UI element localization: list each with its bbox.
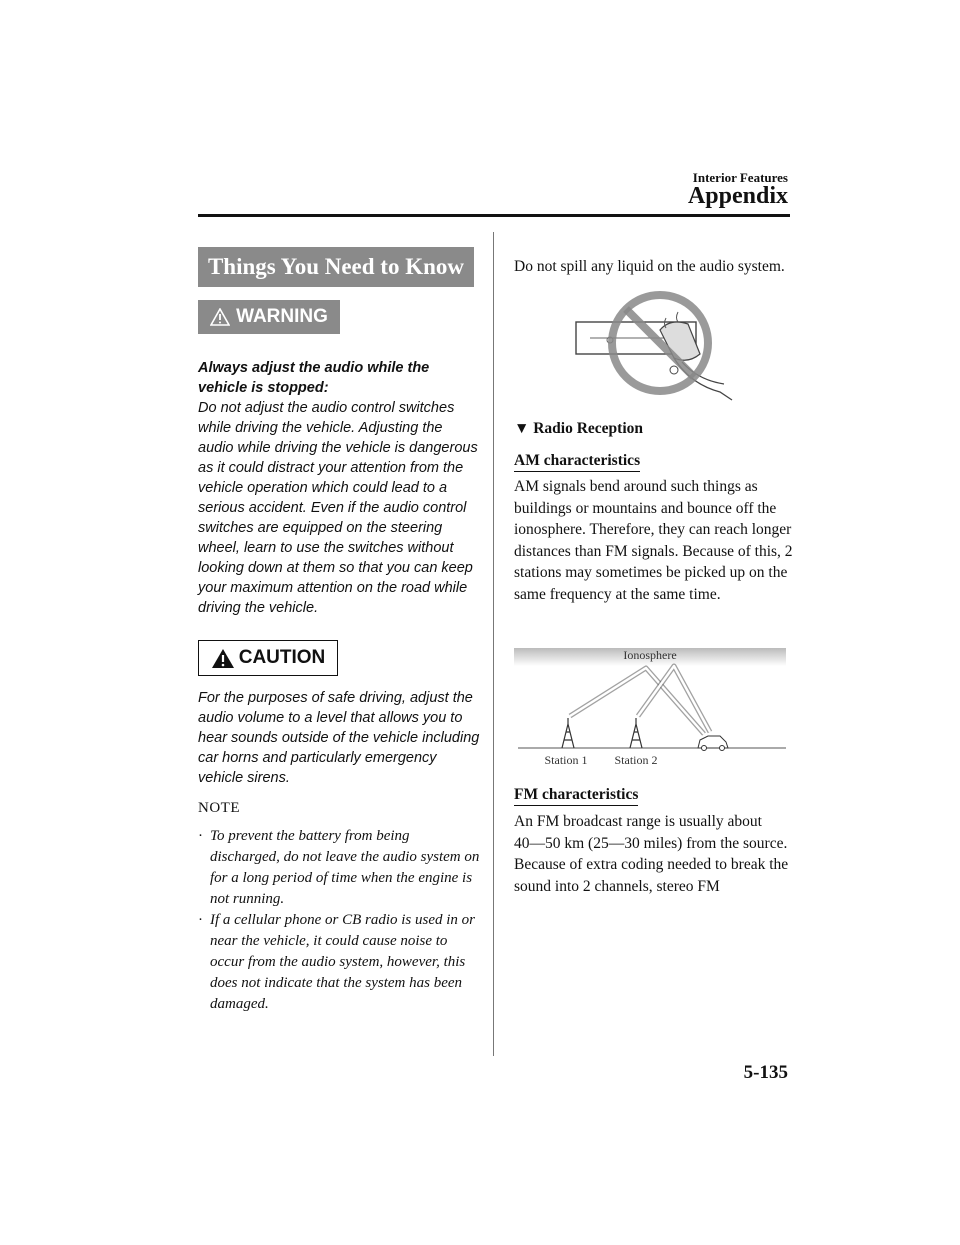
station-1-tower — [562, 718, 574, 748]
warning-title: Always adjust the audio while the vehicle is stopped: — [198, 360, 430, 396]
page-number: 5-135 — [743, 1062, 788, 1083]
chapter-title: Appendix — [687, 183, 788, 209]
warning-badge — [198, 300, 340, 334]
header-rule — [198, 214, 790, 217]
spill-warning-text: Do not spill any liquid on the audio system. — [514, 258, 785, 275]
am-body: AM signals bend around such things as buildings or mountains and bounce off the ionosphere. Therefore, they can reach longer distances than FM signals. Because of this, 2 stations may sometimes be picked up on the same frequency at the same time. — [514, 478, 793, 603]
ionosphere-label: Ionosphere — [623, 648, 677, 662]
fm-heading: FM characteristics — [514, 786, 638, 806]
warning-label: WARNING — [236, 306, 328, 327]
caution-body: For the purposes of safe driving, adjust the audio volume to a level that allows you to hear sounds outside of the vehicle including car horns and particularly emergency vehicle sirens. — [198, 690, 480, 786]
no-spill-icon — [570, 288, 740, 408]
column-divider — [493, 232, 494, 1056]
station-2-label: Station 2 — [614, 753, 658, 767]
fm-body: An FM broadcast range is usually about 40―50 km (25―30 miles) from the source. Because of extra coding needed to break the sound into 2 channels, stereo FM — [514, 813, 789, 895]
note-label: NOTE — [198, 800, 240, 816]
warning-body: Do not adjust the audio control switches while driving the vehicle. Adjusting the audio while driving the vehicle is dangerous as it could distract your attention from the vehicle operation which could lead to a serious accident. Even if the audio control switches are equipped on the steering wheel, learn to use the switches without looking down at them so that you can keep your maximum attention on the road while driving the vehicle. — [198, 400, 478, 616]
station-2-tower — [630, 718, 642, 748]
note-item: · If a cellular phone or CB radio is used in or near the vehicle, it could cause noise to occur from the audio system, however, this does not indicate that the system has been damaged. — [198, 910, 480, 1015]
warning-triangle-icon — [210, 308, 230, 326]
caution-badge — [198, 640, 338, 676]
car-icon — [698, 736, 728, 751]
radio-reception-heading: ▼ Radio Reception — [514, 420, 644, 437]
section-title: Interior Features — [692, 170, 788, 185]
am-heading: AM characteristics — [514, 452, 640, 472]
note-item: · To prevent the battery from being discharged, do not leave the audio system on for a long period of time when the engine is not running. — [198, 826, 480, 910]
caution-label: CAUTION — [238, 647, 326, 668]
note-list — [198, 826, 480, 1015]
station-1-label: Station 1 — [544, 753, 588, 767]
section-banner: Things You Need to Know — [198, 247, 474, 287]
caution-triangle-icon — [211, 648, 235, 669]
am-ionosphere-diagram — [514, 644, 790, 770]
